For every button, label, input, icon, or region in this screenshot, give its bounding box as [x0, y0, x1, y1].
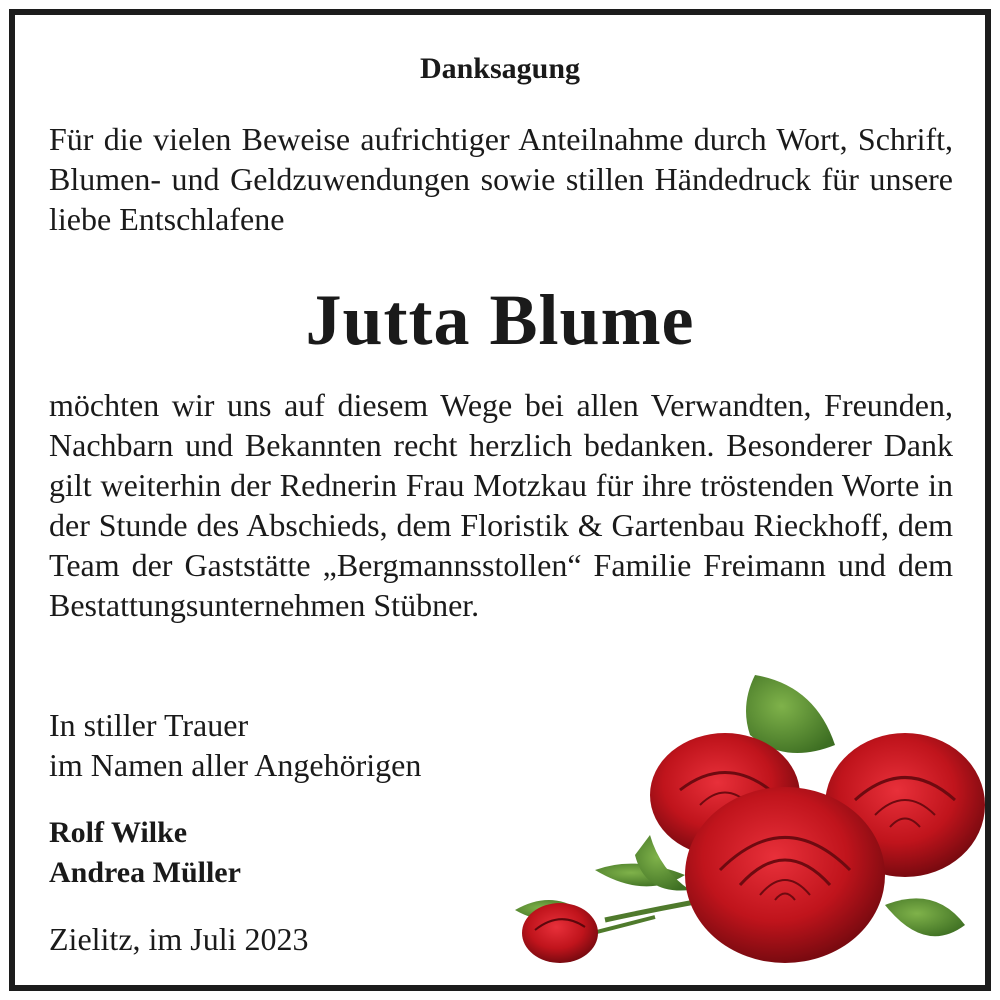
intro-paragraph: Für die vielen Beweise aufrichtiger Anteilnahme durch Wort, Schrift, Blumen- und Geldzuwendungen sowie stillen Händedruck für unsere liebe Entschlafene [49, 121, 953, 237]
thanks-paragraph: möchten wir uns auf diesem Wege bei allen Verwandten, Freunden, Nachbarn und Bekannten recht herzlich bedanken. Besonderer Dank gilt weiterhin der Rednerin Frau Motzkau für ihre tröstenden Worte in der Stunde des Abschieds, dem Floristik & Gartenbau Rieckhoff, dem Team der Gaststätte „Bergmannsstollen“ Familie Freimann und dem Bestattungsunternehmen Stübner. [49, 387, 953, 623]
closing-line-2: im Namen aller Angehörigen [49, 747, 422, 783]
signer-2: Andrea Müller [49, 856, 241, 889]
deceased-name: Jutta Blume [305, 280, 695, 360]
notice-heading: Danksagung [419, 52, 581, 85]
place-date: Zielitz, im Juli 2023 [49, 921, 309, 957]
red-roses-image [485, 655, 985, 985]
signers [49, 813, 241, 893]
signer-1: Rolf Wilke [49, 816, 188, 849]
closing-lines [49, 705, 421, 785]
closing-line-1: In stiller Trauer [49, 707, 249, 743]
notice-frame [9, 9, 991, 991]
